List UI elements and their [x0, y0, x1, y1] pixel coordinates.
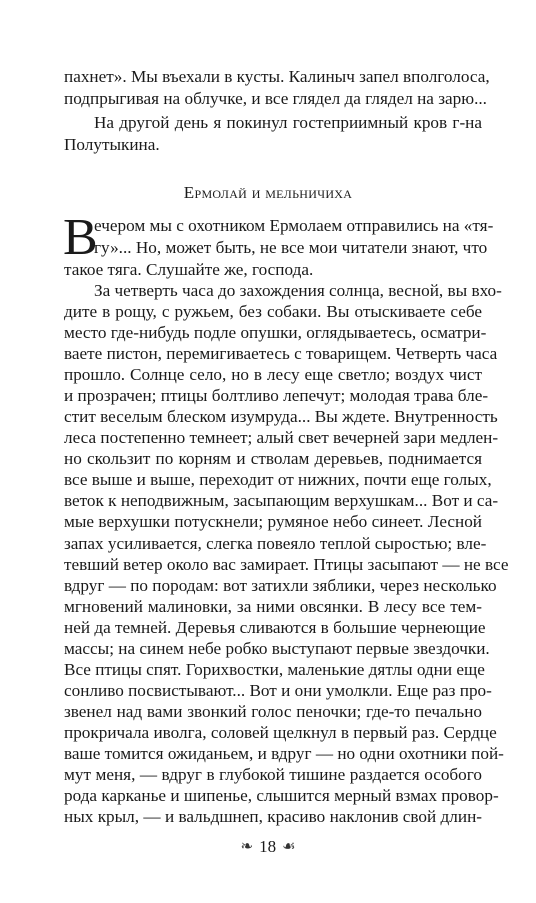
text-line: звенел над вами звонкий голос пеночки; где-то печально [64, 702, 482, 721]
ornament-right-icon: ☙ [282, 839, 296, 855]
text-line: такое тяга. Слушайте же, господа. [64, 260, 314, 279]
text-line: На другой день я покинул гостеприимный кров г-на [94, 113, 482, 132]
text-line: сонливо посвистывают... Вот и они умолкли. Еще раз про- [64, 681, 492, 700]
text-line: запах усиливается, слегка повеяло теплой сыростью; вле- [64, 534, 487, 553]
text-line: массы; на синем небе робко выступают первые звездочки. [64, 639, 490, 658]
text-line: тевший ветер около вас замирает. Птицы засыпают — не все [64, 555, 509, 574]
text-line: место где-нибудь подле опушки, оглядываетесь, осматри- [64, 323, 487, 342]
text-line: дите в рощу, с ружьем, без собаки. Вы отыскиваете себе [64, 302, 482, 321]
text-line: подпрыгивая на облучке, и все глядел да глядел на зарю... [64, 89, 487, 108]
text-line: рода карканье и шипенье, слышится мерный взмах провор- [64, 786, 499, 805]
text-line: стит веселым блеском изумруда... Вы ждете. Внутренность [64, 407, 498, 426]
page-number: 18 [259, 837, 277, 856]
text-line: мгновений малиновки, за ними овсянки. В лесу все тем- [64, 597, 482, 616]
text-line: леса постепенно темнеет; алый свет вечерней зари медлен- [64, 428, 499, 447]
text-line: ваше томится ожиданьем, и вдруг — но одни охотники пой- [64, 744, 504, 763]
text-line: Полутыкина. [64, 135, 160, 154]
text-line: мые верхушки потускнели; румяное небо синеет. Лесной [64, 512, 482, 531]
text-line: и прозрачен; птицы болтливо лепечут; молодая трава бле- [64, 386, 489, 405]
text-line: пахнет». Мы въехали в кусты. Калиныч запел вполголоса, [64, 67, 490, 86]
text-line: прошло. Солнце село, но в лесу еще светло; воздух чист [64, 365, 482, 384]
text-line: веток к неподвижным, засыпающим верхушкам... Вот и са- [64, 491, 499, 510]
ornament-left-icon: ❧ [240, 839, 254, 855]
text-line: ваете пистон, перемигиваетесь с товарищем. Четверть часа [64, 344, 498, 363]
text-line: ней да темней. Деревья сливаются в большие чернеющие [64, 618, 486, 637]
text-line: все выше и выше, переходит от нижних, почти еще голых, [64, 470, 492, 489]
chapter-title: Ермолай и мельничиха [183, 183, 353, 202]
drop-cap: В [63, 209, 98, 266]
text-line: ных крыл, — и вальдшнеп, красиво наклонив свой длин- [64, 807, 482, 826]
text-line: прокричала иволга, соловей щелкнул в первый раз. Сердце [64, 723, 497, 742]
text-line: гу»... Но, может быть, не все мои читатели знают, что [94, 238, 488, 257]
text-line: но скользит по корням и стволам деревьев, поднимается [64, 449, 482, 468]
text-line: мут меня, — вдруг в глубокой тишине раздается особого [64, 765, 482, 784]
page-footer [0, 836, 536, 858]
text-line: вдруг — по породам: вот затихли зяблики, через несколько [64, 576, 497, 595]
text-line: ечером мы с охотником Ермолаем отправились на «тя- [94, 216, 494, 235]
text-line: За четверть часа до захождения солнца, весной, вы вхо- [94, 281, 502, 300]
text-line: Все птицы спят. Горихвостки, маленькие дятлы одни еще [64, 660, 485, 679]
